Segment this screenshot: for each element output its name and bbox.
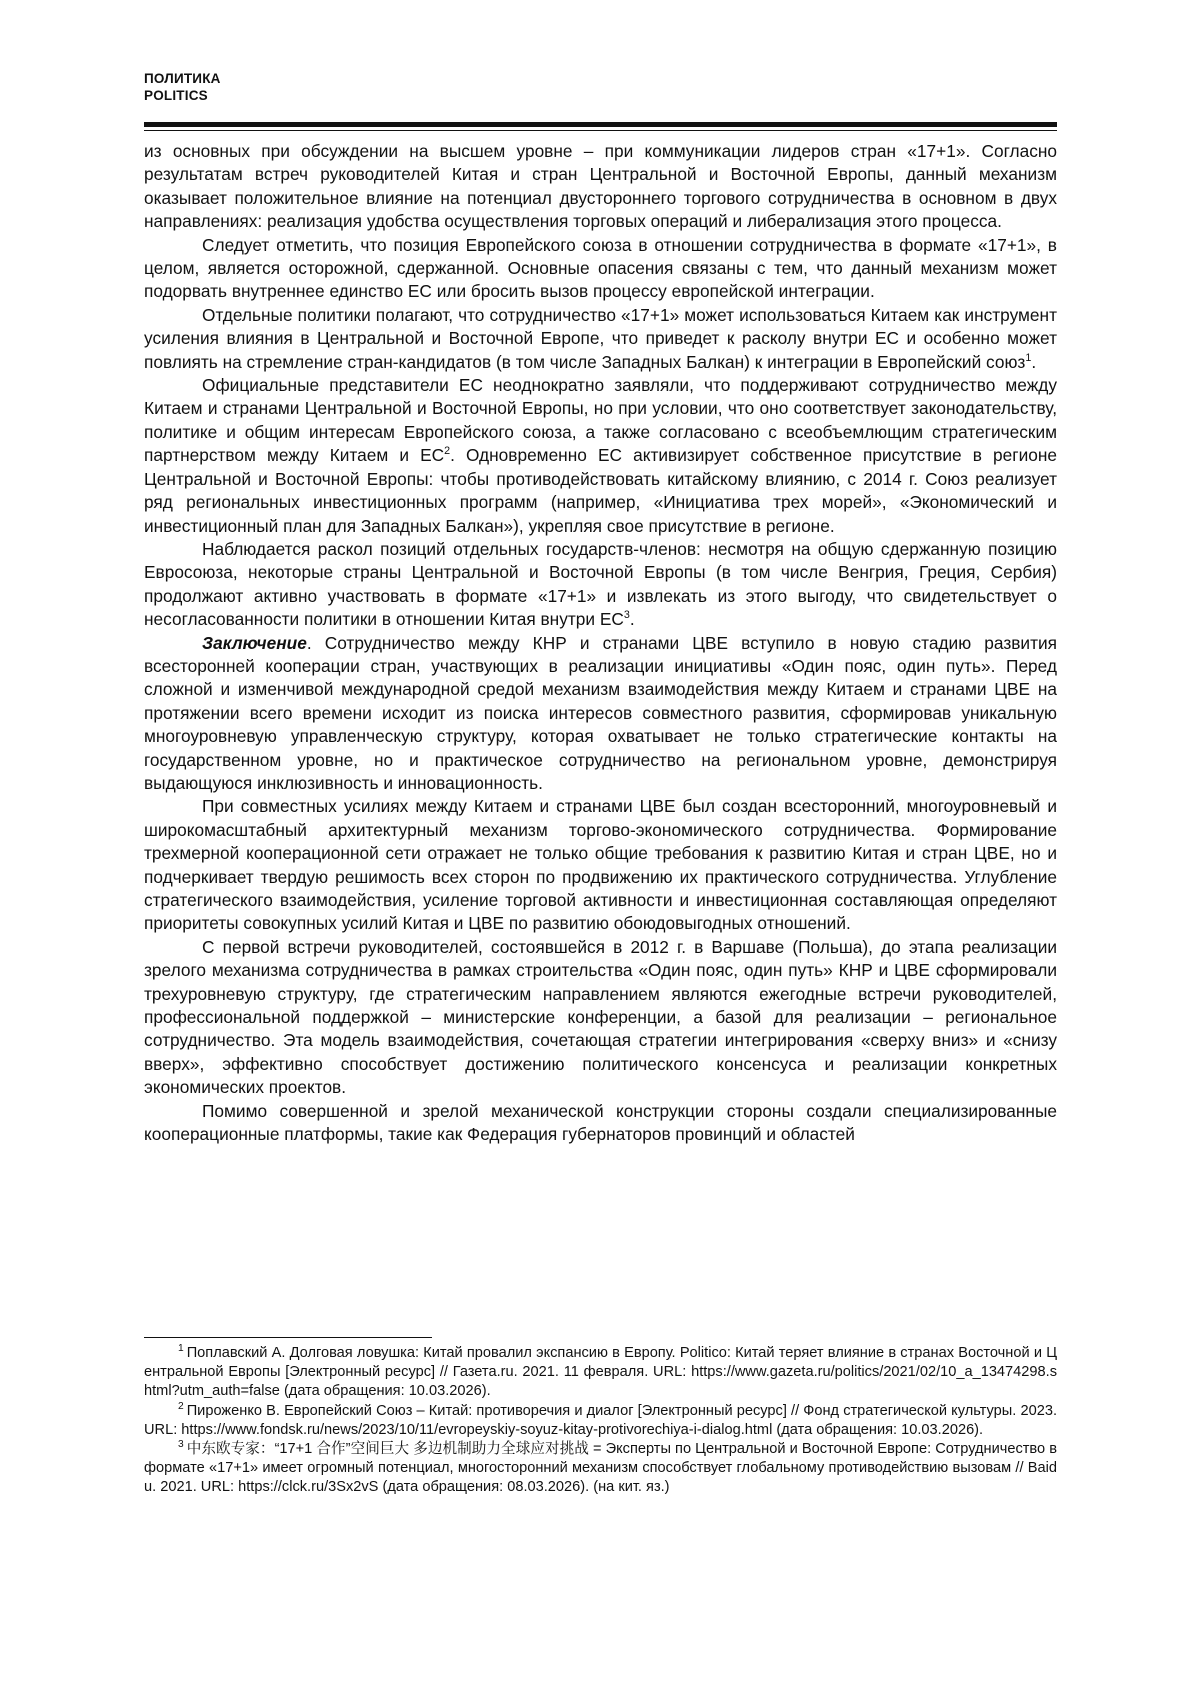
paragraph-text: . Сотрудничество между КНР и странами ЦВЕ вступило в новую стадию развития всесторонней кооперации стран, участвующих в реализации инициативы «Один пояс, один путь». Перед сложной и изменчивой международной средой механизм взаимодействия между Китаем и странами ЦВЕ на протяжении всего времени исходит из поиска интересов совместного развития, сформировав уникальную многоуровневую управленческую структуру, которая охватывает не только стратегические контакты на государственном уровне, но и практическое сотрудничество на региональном уровне, демонстрируя выдающуюся инклюзивность и инновационность. [144,632,1057,793]
footnote-2 [144,1402,1057,1440]
paragraph-eu-officials [144,374,1057,538]
section-title-ru: ПОЛИТИКА [144,71,221,86]
paragraph-conclusion [144,632,1057,796]
footnote-number: 2 [178,1400,184,1412]
footnote-ref: 1 [1025,351,1032,364]
paragraph-text: Наблюдается раскол позиций отдельных государств-членов: несмотря на общую сдержанную позицию Евросоюза, некоторые страны Центральной и Восточной Европы (в том числе Венгрия, Греция, Сербия) продолжают активно участвовать в формате «17+1» и извлекать из этого выгоду, что свидетельствует о несогласованности политики в отношении Китая внутри ЕС [144,538,1057,630]
paragraph-end: . [1031,351,1037,372]
footnotes [144,1344,1057,1498]
footnote-1 [144,1344,1057,1402]
paragraph-text: Отдельные политики полагают, что сотрудничество «17+1» может использоваться Китаем как инструмент усиления влияния в Центральной и Восточной Европе, что приведет к расколу внутри ЕС и особенно может повлиять на стремление стран-кандидатов (в том числе Западных Балкан) к интеграции в Европейский союз [144,304,1057,372]
header-rule-thick [144,122,1057,127]
footnote-ref: 2 [444,445,451,458]
article-body [144,140,1057,1146]
paragraph-text: Официальные представители ЕС неоднократно заявляли, что поддерживают сотрудничество между Китаем и странами Центральной и Восточной Европы, но при условии, что оно соответствует законодательству, политике и общим интересам Европейского союза, а также согласовано с всеобъемлющим стратегическим партнерством между Китаем и ЕС [144,375,1057,466]
paragraph-split-positions [144,538,1057,632]
header-rule-thin [144,130,1057,131]
paragraph-platforms: Помимо совершенной и зрелой механической конструкции стороны создали специализированные кооперационные платформы, такие как Федерация губернаторов провинций и областей [144,1100,1057,1145]
footnote-text: Поплавский А. Долговая ловушка: Китай провалил экспансию в Европу. Politico: Китай теряет влияние в странах Восточной и Центральной Европы [Электронный ресурс] // Газета.ru. 2021. 11 февраля. URL: https://www.gazeta.ru/politics/2021/02/10_a_13474298.shtml?utm_auth=false (дата обращения: 10.03.2026). [144,1345,1057,1400]
paragraph-first-meeting: С первой встречи руководителей, состоявшейся в 2012 г. в Варшаве (Польша), до этапа реализации зрелого механизма сотрудничества в рамках строительства «Один пояс, один путь» КНР и ЦВЕ сформировали трехуровневую структуру, где стратегическим направлением являются ежегодные встречи руководителей, профессиональной поддержкой – министерские конференции, а базой для реализации – региональное сотрудничество. Эта модель взаимодействия, сочетающая стратегии интегрирования «сверху вниз» и «снизу вверх», эффективно способствует достижению политического консенсуса и реализации конкретных экономических проектов. [144,936,1057,1098]
paragraph-joint-efforts: При совместных усилиях между Китаем и странами ЦВЕ был создан всесторонний, многоуровневый и широкомасштабный архитектурный механизм торгово-экономического сотрудничества. Формирование трехмерной кооперационной сети отражает не только общие требования к развитию Китая и стран ЦВЕ, но и подчеркивает твердую решимость всех сторон по продвижению их практического сотрудничества. Углубление стратегического взаимодействия, усиление торговой активности и инвестиционная составляющая определяют приоритеты совокупных усилий Китая и ЦВЕ по развитию обоюдовыгодных отношений. [144,796,1057,934]
footnote-separator [144,1337,432,1338]
footnote-3 [144,1440,1057,1498]
paragraph-politicians [144,304,1057,374]
footnote-text: 中东欧专家：“17+1 合作”空间巨大 多边机制助力全球应对挑战 = Эксперты по Центральной и Восточной Европе: Сотрудничество в формате «17+1» имеет огромный потенциал, многосторонний механизм способствует глобальному противодействию вызовам // Baidu. 2021. URL: https://clck.ru/3Sx2vS (дата обращения: 08.03.2026). (на кит. яз.) [144,1441,1057,1496]
paragraph-text-cont: . Одновременно ЕС активизирует собственное присутствие в регионе Центральной и Восточной Европы: чтобы противодействовать китайскому влиянию, с 2014 г. Союз реализует ряд региональных инвестиционных программ (например, «Инициатива трех морей», «Экономический и инвестиционный план для Западных Балкан»), укрепляя свое присутствие в регионе. [144,445,1057,536]
paragraph-continuation: из основных при обсуждении на высшем уровне – при коммуникации лидеров стран «17+1». Согласно результатам встреч руководителей Китая и стран Центральной и Восточной Европы, данный механизм оказывает положительное влияние на потенциал двустороннего торгового сотрудничества в основном в двух направлениях: реализация удобства осуществления торговых операций и либерализация этого процесса. [144,141,1057,232]
paragraph-eu-position: Следует отметить, что позиция Европейского союза в отношении сотрудничества в формате «17+1», в целом, является осторожной, сдержанной. Основные опасения связаны с тем, что данный механизм может подорвать внутреннее единство ЕС или бросить вызов процессу европейской интеграции. [144,234,1057,302]
section-title-en: POLITICS [144,88,208,103]
footnote-ref: 3 [623,609,630,622]
running-header [144,70,221,104]
footnote-text: Пироженко В. Европейский Союз – Китай: противоречия и диалог [Электронный ресурс] // Фонд стратегической культуры. 2023. URL: https://www.fondsk.ru/news/2023/10/11/evropeyskiy-soyuz-kitay-protivorechiya-i-dialog.html (дата обращения: 10.03.2026). [144,1402,1057,1438]
footnote-number: 1 [178,1343,184,1355]
paragraph-end: . [629,609,635,630]
footnote-number: 3 [178,1439,184,1451]
conclusion-lead: Заключение [202,632,307,653]
